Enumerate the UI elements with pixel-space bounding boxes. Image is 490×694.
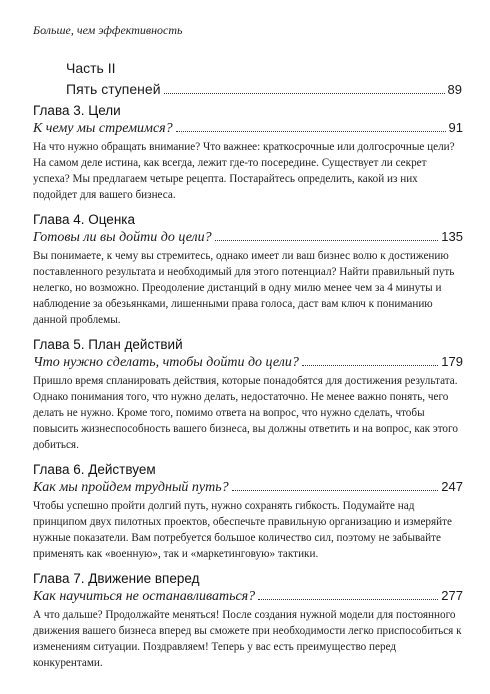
page-number: 277 — [441, 588, 463, 603]
chapter-entry — [33, 462, 463, 562]
chapter-entry — [33, 212, 463, 328]
chapter-description: На что нужно обращать внимание? Что важнее: краткосрочные или долгосрочные цели? На самом деле истина, как всегда, лежит где-то посередине. Существует ли секрет успеха? Мы предлагаем четыре рецепта. Постарайтесь определить, какой из них подойдет для вашего бизнеса. — [33, 141, 455, 201]
chapter-toc-line[interactable] — [33, 479, 463, 496]
chapter-description: А что дальше? Продолжайте меняться! После создания нужной модели для постоянного движения вашего бизнеса вперед вы сможете при необходимости легко приспособиться к изменениям ситуации. Поздравляем! Теперь у вас есть преимущество перед конкурентами. — [33, 609, 462, 669]
chapter-label: Глава 4. Оценка — [33, 212, 135, 227]
chapter-title: Готовы ли вы дойти до цели? — [33, 230, 212, 245]
part-title: Пять ступеней — [66, 81, 161, 97]
chapter-entry — [33, 337, 463, 453]
dot-leader — [164, 92, 445, 94]
chapter-label: Глава 7. Движение вперед — [33, 571, 200, 586]
page-number: 135 — [441, 229, 463, 244]
chapter-toc-line[interactable] — [33, 120, 463, 137]
chapter-label: Глава 6. Действуем — [33, 462, 156, 477]
page-number: 179 — [441, 354, 463, 369]
dot-leader — [302, 364, 438, 366]
chapter-entry — [33, 103, 463, 203]
chapter-title: Что нужно сделать, чтобы дойти до цели? — [33, 355, 299, 370]
part-toc-entry[interactable] — [66, 81, 462, 97]
dot-leader — [215, 239, 439, 241]
chapter-description: Вы понимаете, к чему вы стремитесь, однако имеет ли ваш бизнес волю к достижению поставленного результата и необходимый для этого потенциал? Найти правильный путь нелегко, но возможно. Преодоление дистанций в одну милю менее чем за 4 минуты и наблюдение за обезьянками, лишенными права голоса, даст вам ключ к пониманию данной проблемы. — [33, 250, 455, 326]
dot-leader — [176, 130, 446, 132]
chapter-label: Глава 5. План действий — [33, 337, 183, 352]
chapter-list — [33, 103, 463, 680]
chapter-toc-line[interactable] — [33, 229, 463, 246]
dot-leader — [258, 598, 438, 600]
dot-leader — [232, 489, 439, 491]
chapter-description: Пришло время спланировать действия, которые понадобятся для достижения результата. Однако понимания того, что нужно делать, недостаточно. Не менее важно понять, чего делать не нужно. Кроме того, помимо ответа на вопрос, что нужно сделать, чтобы повысить жизнеспособность вашего бизнеса, вы должны ответить и на вопрос, как этого добиться. — [33, 375, 458, 451]
chapter-label: Глава 3. Цели — [33, 103, 121, 118]
part-heading — [66, 60, 462, 97]
chapter-toc-line[interactable] — [33, 354, 463, 371]
page-number: 89 — [447, 82, 462, 97]
page-number: 247 — [441, 479, 463, 494]
chapter-description: Чтобы успешно пройти долгий путь, нужно сохранять гибкость. Подумайте над принципом двух пилотных проектов, обеспечьте правильную организацию и измеряйте нужные показатели. Вам потребуется большое количество сил, поэтому не забывайте применять как «военную», так и «маркетинговую» тактики. — [33, 500, 453, 560]
chapter-entry — [33, 571, 463, 671]
chapter-title: К чему мы стремимся? — [33, 121, 173, 136]
page-number: 91 — [448, 120, 463, 135]
running-head: Больше, чем эффективность — [33, 23, 183, 37]
part-number: Часть II — [66, 60, 116, 76]
chapter-toc-line[interactable] — [33, 588, 463, 605]
chapter-title: Как мы пройдем трудный путь? — [33, 480, 229, 495]
chapter-title: Как научиться не останавливаться? — [33, 589, 256, 604]
